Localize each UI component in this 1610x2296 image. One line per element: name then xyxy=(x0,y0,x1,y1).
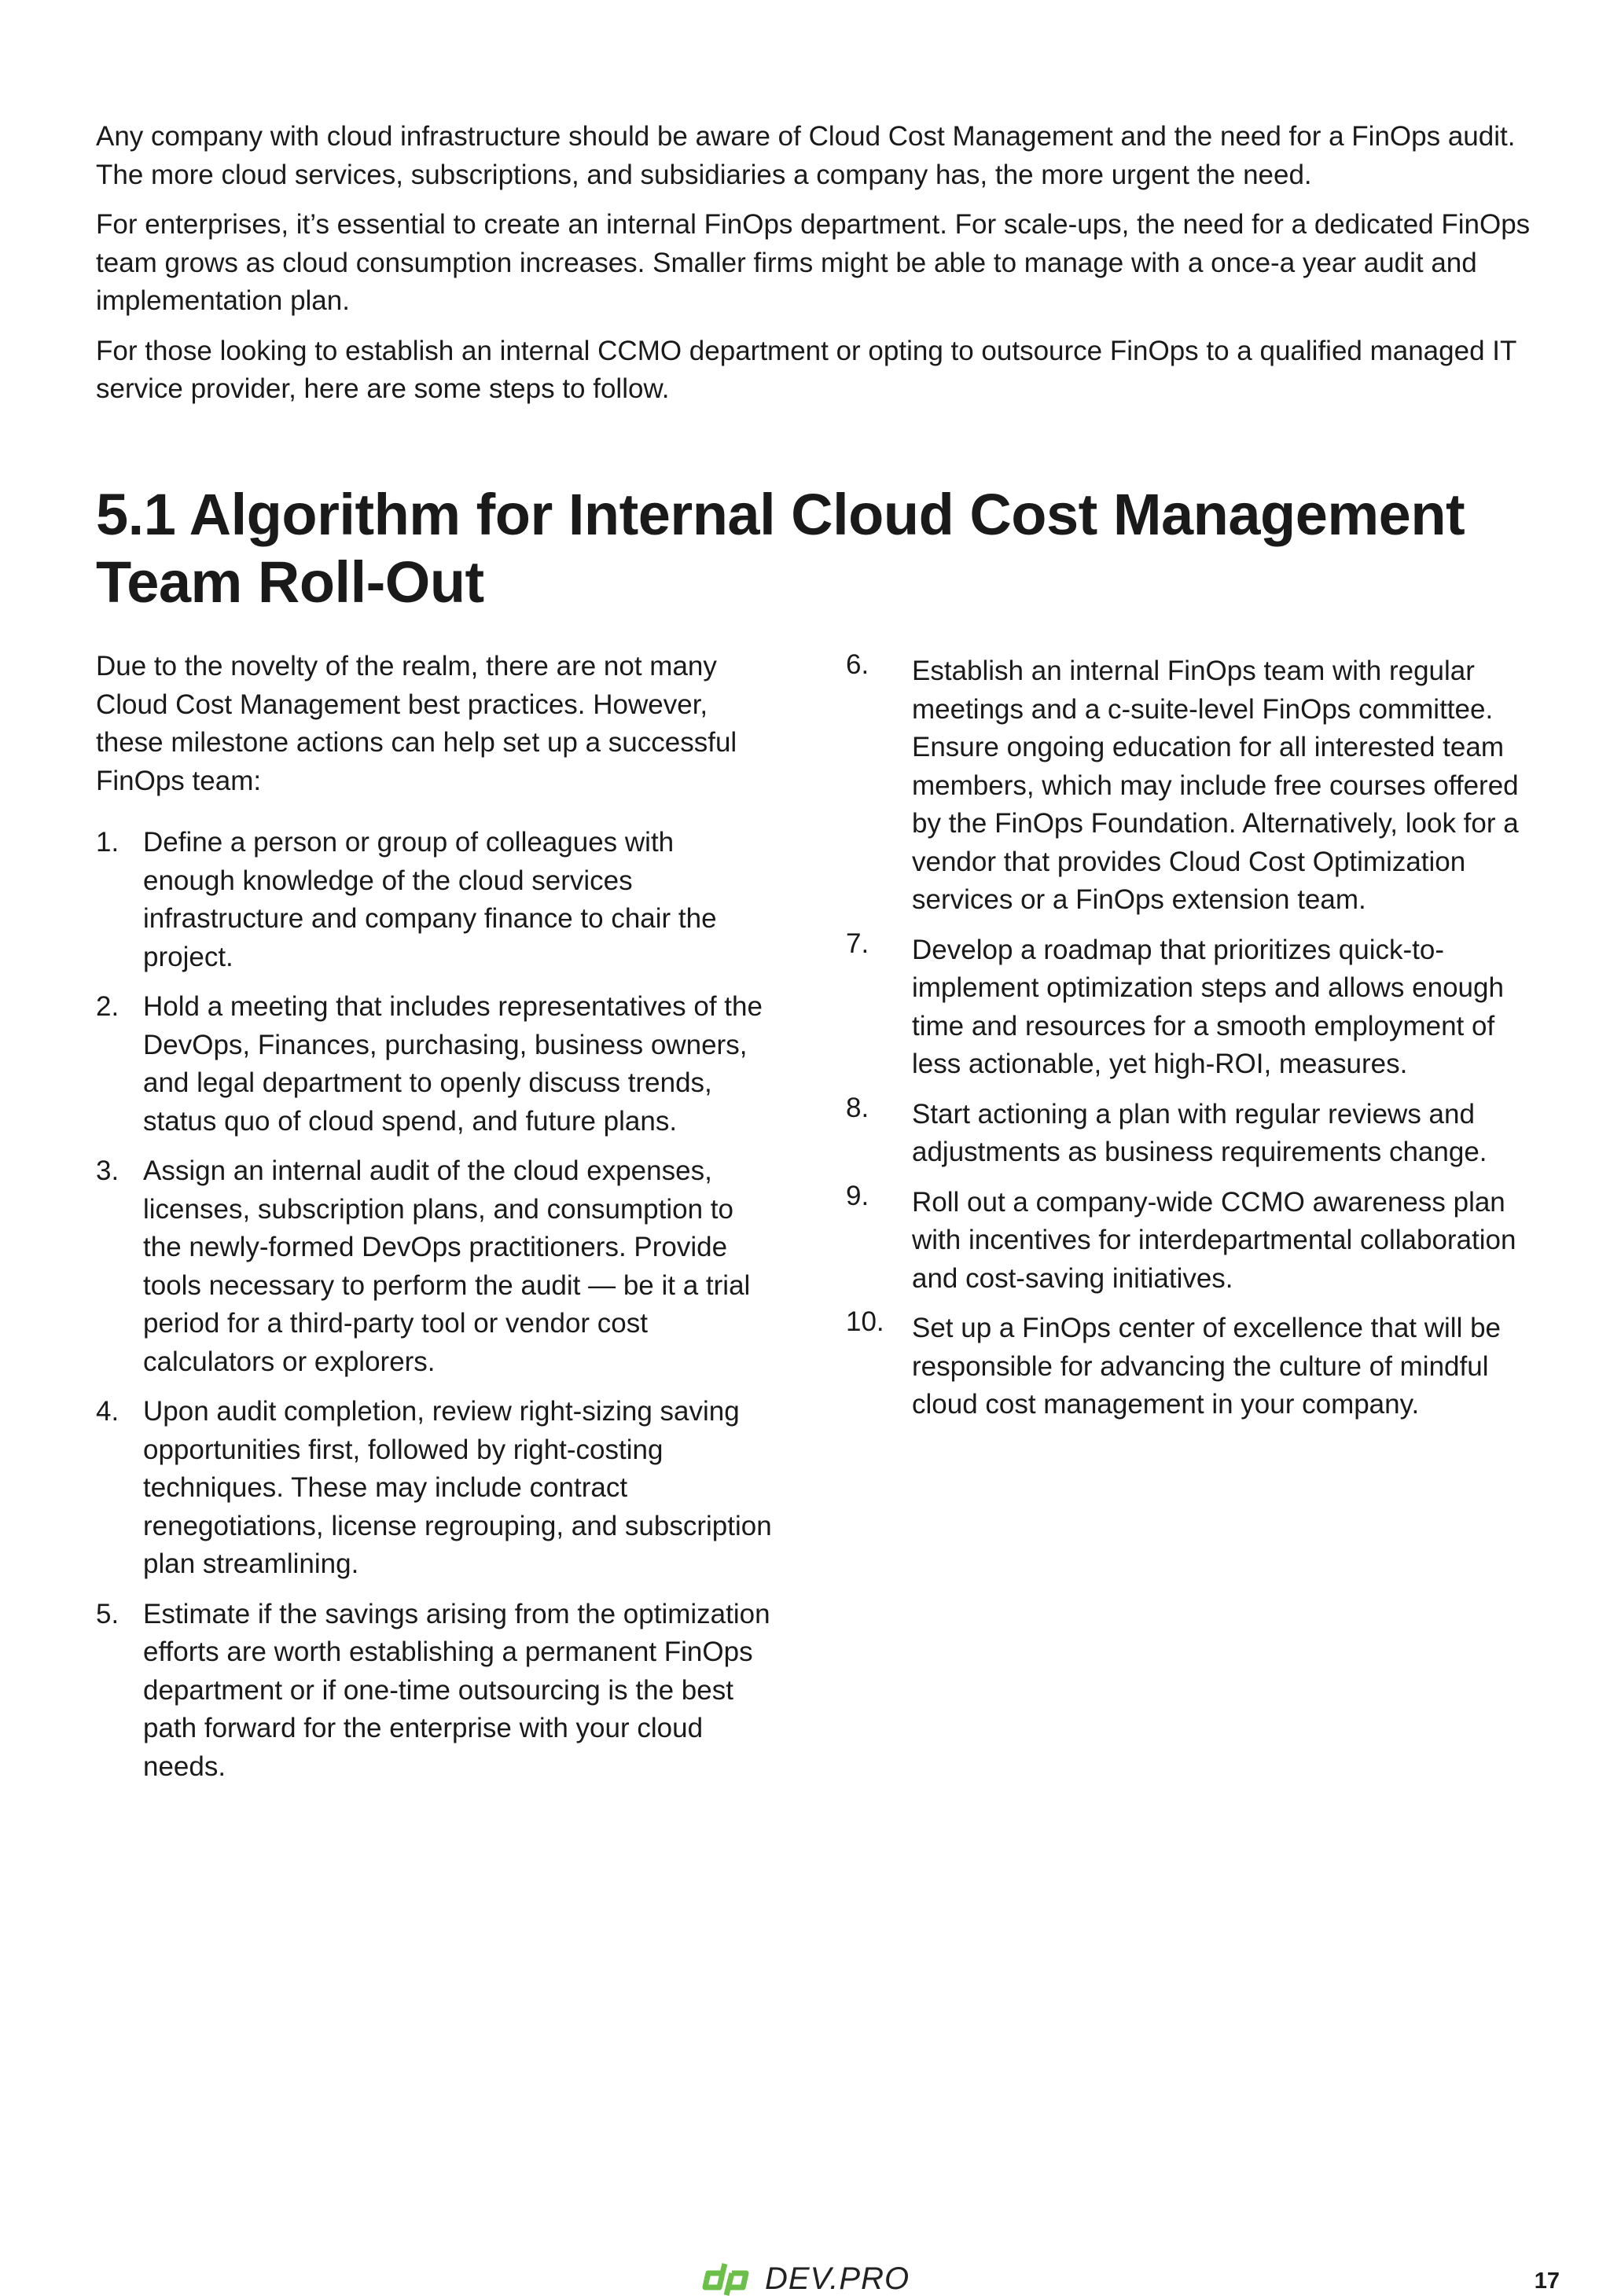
list-item-number: 8. xyxy=(846,1092,869,1123)
list-item-number: 7. xyxy=(846,928,869,959)
intro-text xyxy=(96,118,1535,421)
right-column xyxy=(846,649,1530,1436)
page-number: 17 xyxy=(1534,2268,1560,2294)
section-lead: Due to the novelty of the realm, there are not many Cloud Cost Management best practices. However, these milestone actions can help set up a successful FinOps team: xyxy=(96,651,737,796)
list-item xyxy=(96,1152,772,1381)
list-item-text: Assign an internal audit of the cloud expenses, licenses, subscription plans, and consumption to the newly-formed DevOps practitioners. Provide tools necessary to perform the audit — be it a trial period for a third-party tool or vendor cost calculators or explorers. xyxy=(143,1155,751,1377)
list-item-text: Estimate if the savings arising from the optimization efforts are worth establishing a permanent FinOps department or if one-time outsourcing is the best path forward for the enterprise with your cloud needs. xyxy=(143,1598,770,1782)
intro-paragraph-2: For enterprises, it’s essential to create an internal FinOps department. For scale-ups, the need for a dedicated FinOps team grows as cloud consumption increases. Smaller firms might be able to manage with a once-a year audit and implementation plan. xyxy=(96,209,1531,316)
list-item xyxy=(846,649,1530,920)
left-column xyxy=(96,648,772,1798)
list-item-text: Roll out a company-wide CCMO awareness plan with incentives for interdepartmental collaboration and cost-saving initiatives. xyxy=(912,1186,1516,1294)
list-item-number: 2. xyxy=(96,991,119,1022)
list-item-text: Establish an internal FinOps team with regular meetings and a c-suite-level FinOps committee. Ensure ongoing education for all interested team members, which may include free courses offered by the FinOps Foundation. Alternatively, look for a vendor that provides Cloud Cost Optimization services or a FinOps extension team. xyxy=(912,656,1519,915)
section-heading: 5.1 Algorithm for Internal Cloud Cost Management Team Roll-Out xyxy=(96,482,1465,615)
list-item xyxy=(846,1092,1530,1172)
list-item-text: Define a person or group of colleagues with enough knowledge of the cloud services infrastructure and company finance to chair the project. xyxy=(143,827,717,972)
list-item-number: 1. xyxy=(96,827,119,858)
list-item xyxy=(846,928,1530,1084)
list-item xyxy=(96,1393,772,1584)
list-item-number: 9. xyxy=(846,1180,869,1211)
list-item-text: Develop a roadmap that prioritizes quick-to-implement optimization steps and allows enough time and resources for a smooth employment of less actionable, yet high-ROI, measures. xyxy=(912,934,1504,1079)
list-item-number: 10. xyxy=(846,1306,884,1337)
list-item-text: Start actioning a plan with regular reviews and adjustments as business requirements change. xyxy=(912,1098,1487,1167)
brand-name: DEV.PRO xyxy=(765,2261,910,2296)
intro-paragraph-3: For those looking to establish an internal CCMO department or opting to outsource FinOps to a qualified managed IT service provider, here are some steps to follow. xyxy=(96,335,1516,404)
list-item-text: Set up a FinOps center of excellence that will be responsible for advancing the culture of mindful cloud cost management in your company. xyxy=(912,1313,1502,1420)
list-item-text: Hold a meeting that includes representatives of the DevOps, Finances, purchasing, business owners, and legal department to openly discuss trends, status quo of cloud spend, and future plans. xyxy=(143,991,763,1137)
list-item xyxy=(96,1596,772,1787)
list-item-number: 6. xyxy=(846,649,869,680)
list-item xyxy=(846,1180,1530,1299)
list-item xyxy=(846,1306,1530,1424)
list-item-number: 3. xyxy=(96,1155,119,1186)
intro-paragraph-1: Any company with cloud infrastructure should be aware of Cloud Cost Management and the need for a FinOps audit. The more cloud services, subscriptions, and subsidiaries a company has, the more urgent the need. xyxy=(96,121,1516,190)
list-item xyxy=(96,824,772,976)
list-item xyxy=(96,988,772,1141)
list-item-number: 5. xyxy=(96,1598,119,1629)
list-item-number: 4. xyxy=(96,1396,119,1427)
devpro-logo xyxy=(704,2262,910,2295)
list-item-text: Upon audit completion, review right-sizing saving opportunities first, followed by right-costing techniques. These may include contract renegotiations, license regrouping, and subscription plan streamlining. xyxy=(143,1396,772,1579)
dp-logo-icon xyxy=(704,2262,754,2295)
